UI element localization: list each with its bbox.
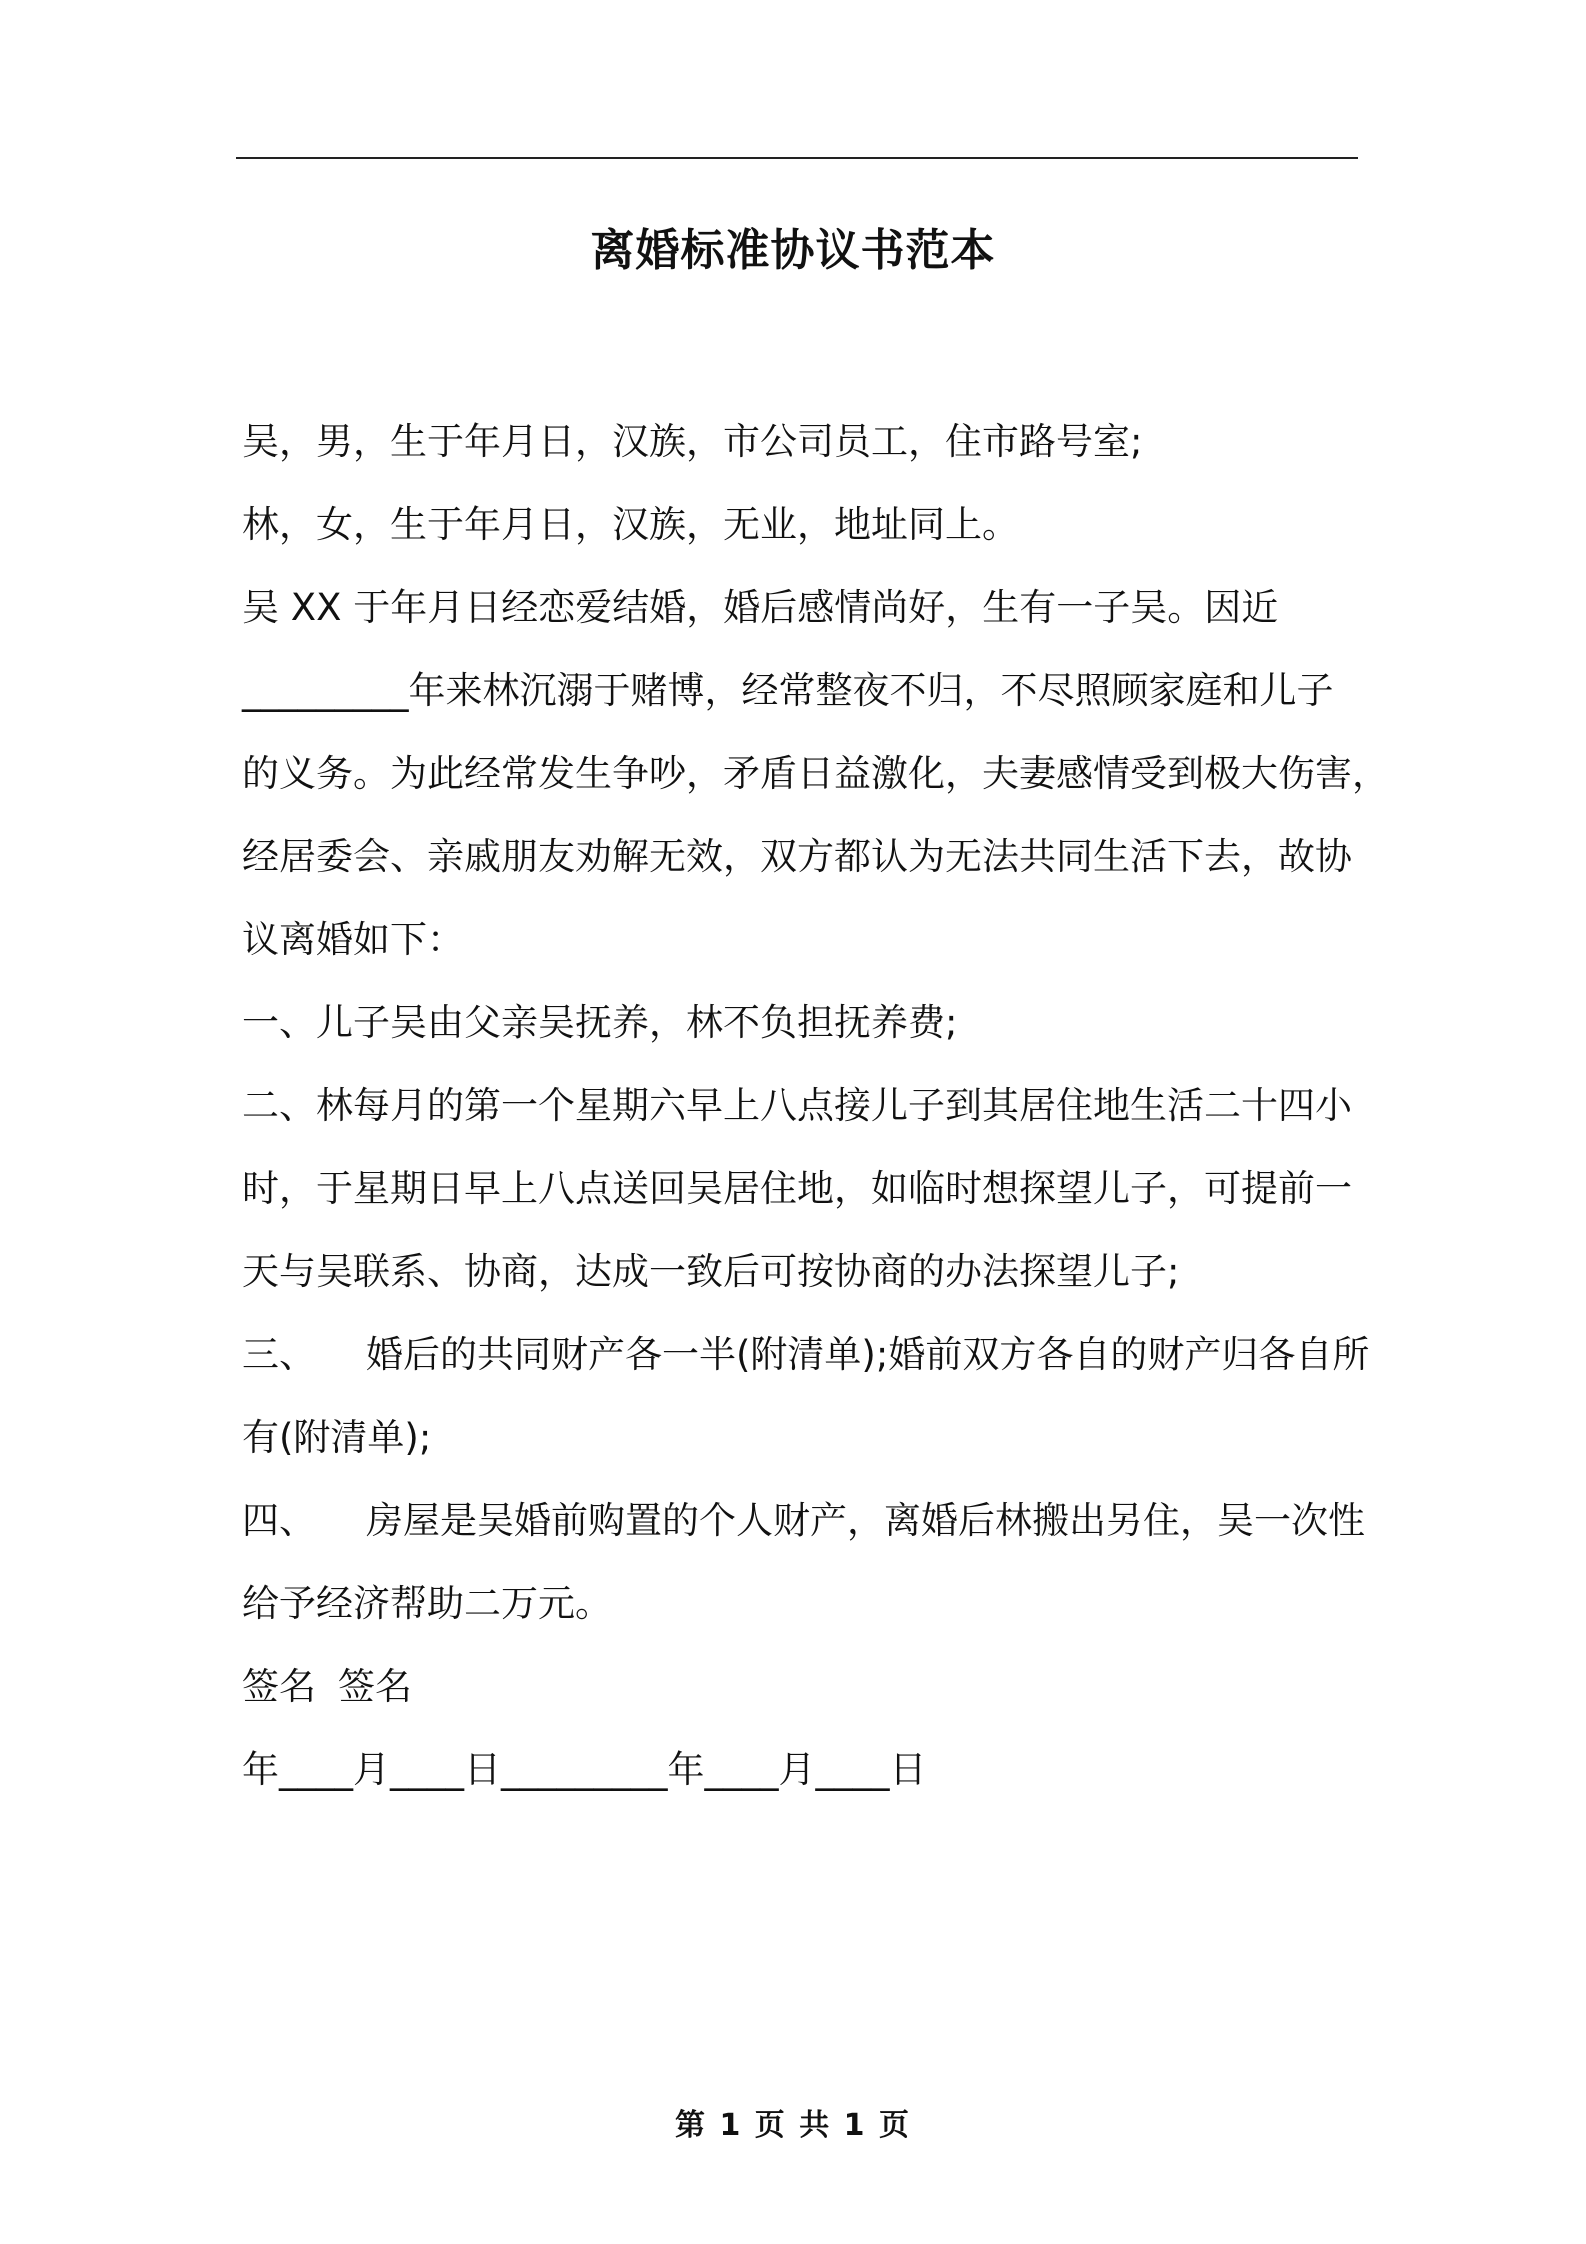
intro-line: _________年来林沉溺于赌博，经常整夜不归，不尽照顾家庭和儿子 bbox=[242, 669, 1334, 712]
clause-4-number: 四、 bbox=[242, 1499, 316, 1542]
date-line: 年____月____日_________年____月____日 bbox=[242, 1748, 927, 1791]
party-man-line: 吴，男，生于年月日，汉族，市公司员工，住市路号室; bbox=[242, 420, 1143, 463]
clause-3-line bbox=[242, 1313, 1370, 1396]
clause-2-line: 二、林每月的第一个星期六早上八点接儿子到其居住地生活二十四小 bbox=[242, 1084, 1352, 1127]
clause-4-line bbox=[242, 1479, 1365, 1562]
intro-line: 的义务。为此经常发生争吵，矛盾日益激化，夫妻感情受到极大伤害， bbox=[242, 752, 1389, 795]
page-number: 第 1 页 共 1 页 bbox=[675, 2108, 911, 2143]
clause-4-text: 房屋是吴婚前购置的个人财产，离婚后林搬出另住，吴一次性 bbox=[366, 1499, 1365, 1542]
clause-1: 一、儿子吴由父亲吴抚养，林不负担抚养费; bbox=[242, 1001, 958, 1044]
intro-line: 议离婚如下： bbox=[242, 918, 464, 961]
clause-2-line: 时，于星期日早上八点送回吴居住地，如临时想探望儿子，可提前一 bbox=[242, 1167, 1352, 1210]
intro-line: 吴 XX 于年月日经恋爱结婚，婚后感情尚好，生有一子吴。因近 bbox=[242, 586, 1279, 629]
signature-label: 签名 bbox=[242, 1665, 316, 1708]
clause-3-line: 有(附清单); bbox=[242, 1416, 432, 1459]
party-woman-line: 林，女，生于年月日，汉族，无业，地址同上。 bbox=[242, 503, 1019, 546]
clause-3-text: 婚后的共同财产各一半(附清单);婚前双方各自的财产归各自所 bbox=[366, 1333, 1370, 1376]
document-title: 离婚标准协议书范本 bbox=[590, 225, 996, 276]
clause-3-number: 三、 bbox=[242, 1333, 316, 1376]
header-rule bbox=[236, 157, 1358, 159]
signature-label: 签名 bbox=[338, 1665, 412, 1708]
intro-line: 经居委会、亲戚朋友劝解无效，双方都认为无法共同生活下去，故协 bbox=[242, 835, 1352, 878]
document-body bbox=[242, 400, 1389, 1811]
clause-2-line: 天与吴联系、协商，达成一致后可按协商的办法探望儿子; bbox=[242, 1250, 1180, 1293]
clause-4-line: 给予经济帮助二万元。 bbox=[242, 1582, 612, 1625]
signature-line bbox=[242, 1645, 1358, 1728]
